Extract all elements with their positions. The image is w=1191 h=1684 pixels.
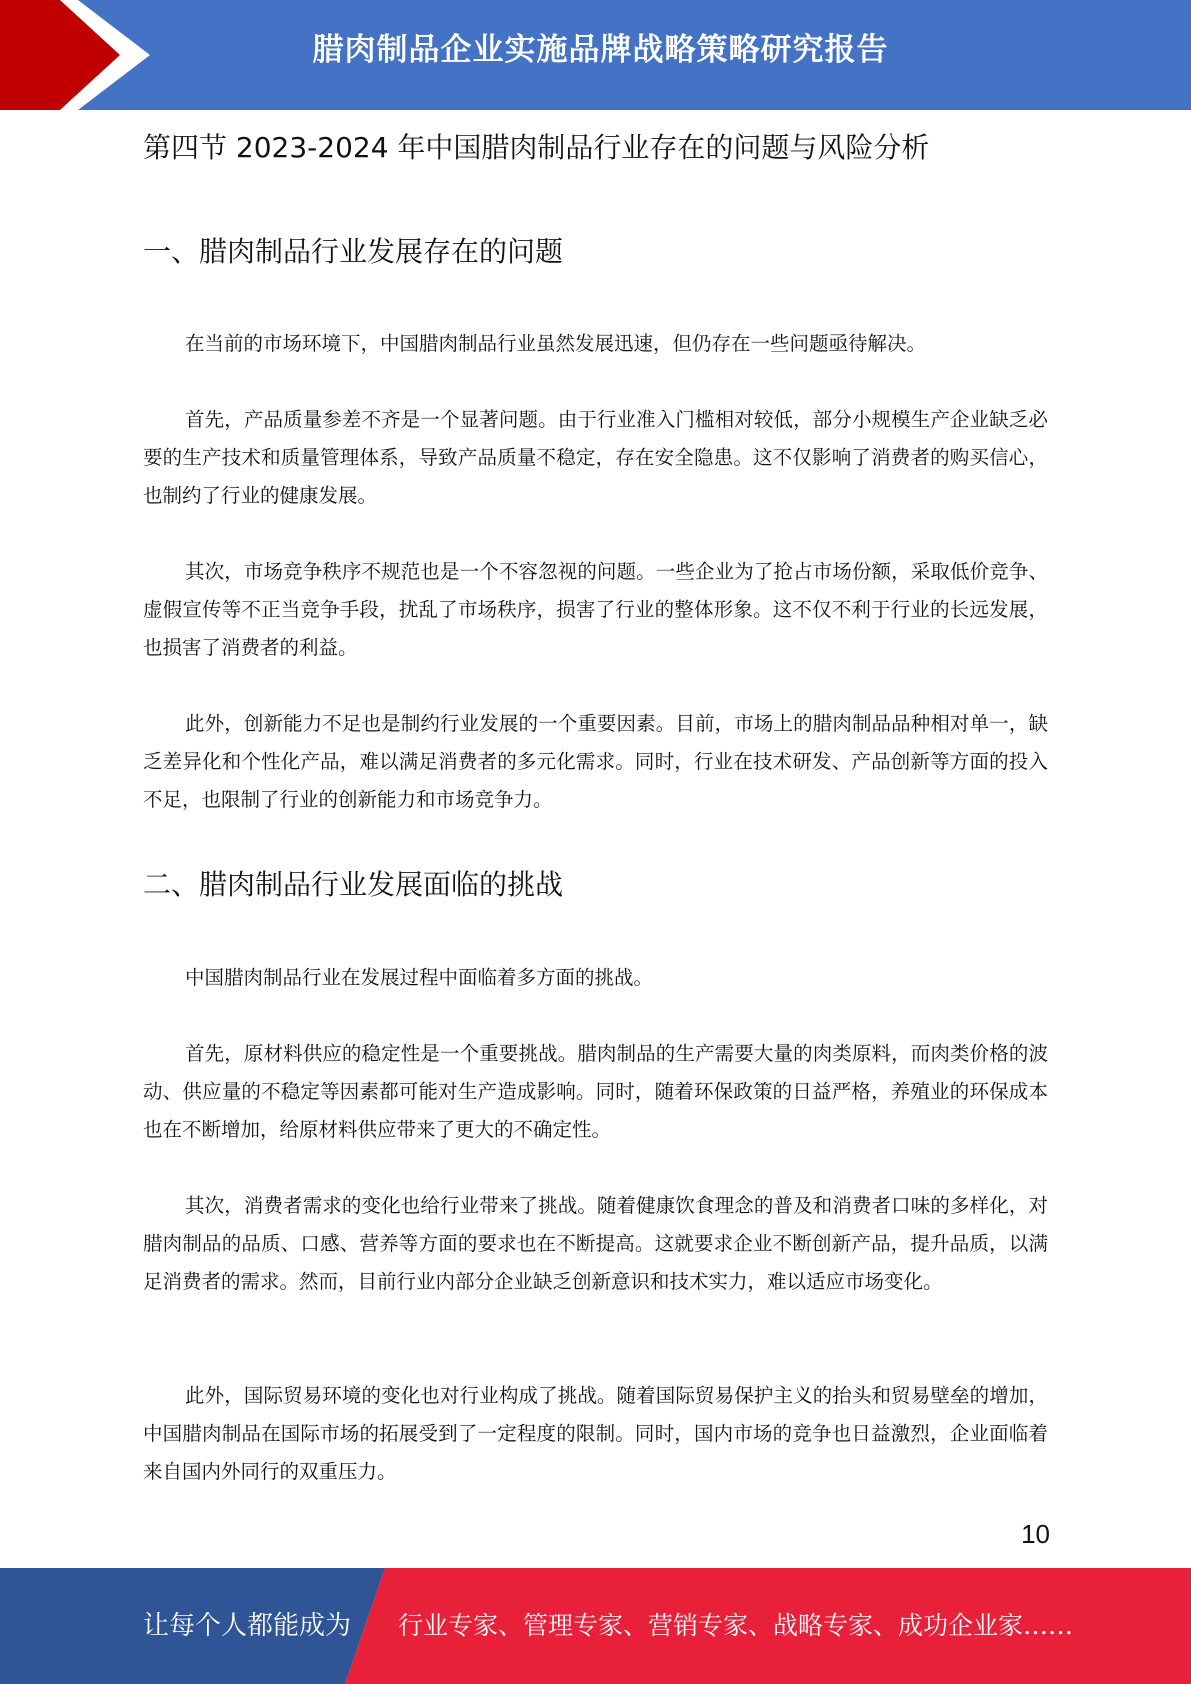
part-1-paragraph-3: 其次，市场竞争秩序不规范也是一个不容忽视的问题。一些企业为了抢占市场份额，采取低价竞争、虚假宣传等不正当竞争手段，扰乱了市场秩序，损害了行业的整体形象。这不仅不利于行业的长远发展，也损害了消费者的利益。: [143, 560, 1048, 659]
report-title: 腊肉制品企业实施品牌战略策略研究报告: [312, 32, 889, 68]
part-1-heading: 一、腊肉制品行业发展存在的问题: [143, 235, 564, 268]
part-2-heading: 二、腊肉制品行业发展面临的挑战: [143, 868, 564, 901]
page-number: 10: [1021, 1519, 1050, 1549]
part-2-paragraph-3: 其次，消费者需求的变化也给行业带来了挑战。随着健康饮食理念的普及和消费者口味的多样化，对腊肉制品的品质、口感、营养等方面的要求也在不断提高。这就要求企业不断创新产品，提升品质，以满足消费者的需求。然而，目前行业内部分企业缺乏创新意识和技术实力，难以适应市场变化。: [143, 1194, 1048, 1293]
footer-slogan-left: 让每个人都能成为: [143, 1611, 352, 1641]
part-2-paragraph-4: 此外，国际贸易环境的变化也对行业构成了挑战。随着国际贸易保护主义的抬头和贸易壁垒的增加，中国腊肉制品在国际市场的拓展受到了一定程度的限制。同时，国内市场的竞争也日益激烈，企业面临着来自国内外同行的双重压力。: [143, 1384, 1048, 1483]
part-2-paragraph-2: 首先，原材料供应的稳定性是一个重要挑战。腊肉制品的生产需要大量的肉类原料，而肉类价格的波动、供应量的不稳定等因素都可能对生产造成影响。同时，随着环保政策的日益严格，养殖业的环保成本也在不断增加，给原材料供应带来了更大的不确定性。: [143, 1042, 1048, 1141]
header-red-arrow: [0, 0, 120, 110]
part-1-paragraph-1: 在当前的市场环境下，中国腊肉制品行业虽然发展迅速，但仍存在一些问题亟待解决。: [185, 332, 927, 355]
part-1-paragraph-2: 首先，产品质量参差不齐是一个显著问题。由于行业准入门槛相对较低，部分小规模生产企业缺乏必要的生产技术和质量管理体系，导致产品质量不稳定，存在安全隐患。这不仅影响了消费者的购买信心，也制约了行业的健康发展。: [143, 408, 1048, 507]
part-2-paragraph-1: 中国腊肉制品行业在发展过程中面临着多方面的挑战。: [185, 966, 654, 989]
section-title: 第四节 2023-2024 年中国腊肉制品行业存在的问题与风险分析: [143, 131, 930, 164]
footer-slogan-right: 行业专家、管理专家、营销专家、战略专家、成功企业家……: [398, 1611, 1074, 1640]
part-1-paragraph-4: 此外，创新能力不足也是制约行业发展的一个重要因素。目前，市场上的腊肉制品品种相对单一，缺乏差异化和个性化产品，难以满足消费者的多元化需求。同时，行业在技术研发、产品创新等方面的投入不足，也限制了行业的创新能力和市场竞争力。: [143, 712, 1048, 811]
page-footer: [0, 1568, 1191, 1684]
page-header: [0, 0, 1191, 110]
